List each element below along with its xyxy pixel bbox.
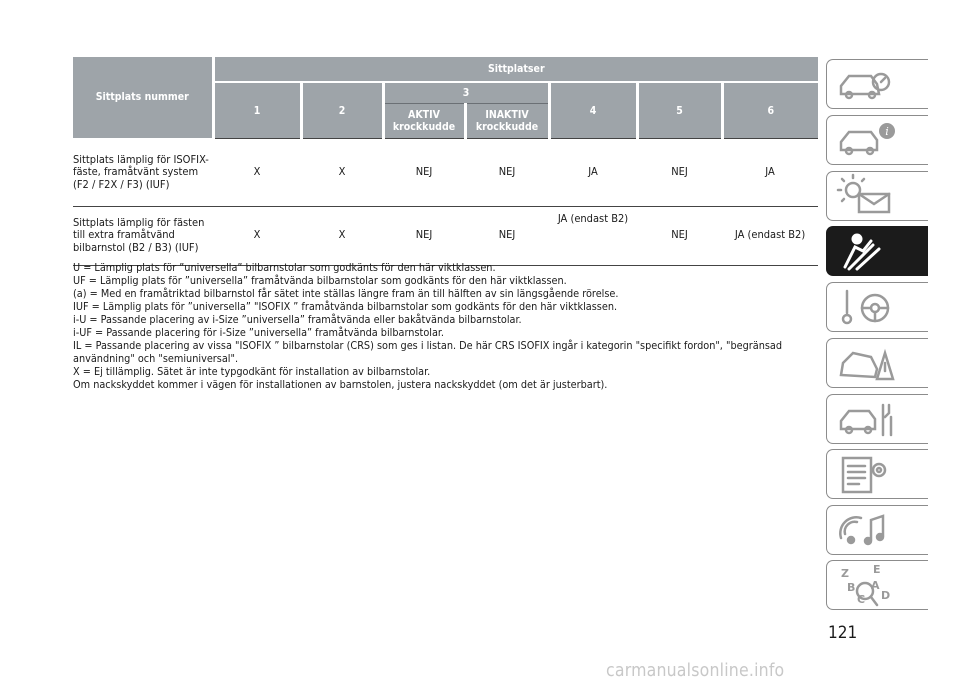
car-maintenance-tools-icon — [827, 395, 929, 445]
seat-airbag-safety-icon — [827, 227, 929, 277]
cell-seat-2: X — [301, 139, 383, 207]
table-footnotes — [73, 261, 818, 391]
chapter-tab-index[interactable] — [826, 560, 928, 610]
car-info-icon — [827, 116, 929, 166]
table-row — [73, 206, 818, 265]
chapter-tab-safety[interactable] — [826, 226, 928, 276]
row-label: Sittplats lämplig för ISOFIX-fäste, framåtvänt system (F2 / F2X / F3) (IUF) — [73, 139, 213, 207]
cell-seat-2: X — [301, 206, 383, 265]
cell-seat-3-inactive: NEJ — [465, 206, 549, 265]
svg-text:C: C — [857, 593, 866, 606]
svg-text:B: B — [847, 581, 856, 594]
cell-seat-5: NEJ — [637, 206, 722, 265]
car-emergency-icon — [827, 339, 929, 389]
svg-text:i: i — [885, 125, 889, 138]
cell-seat-6: JA — [722, 139, 818, 207]
cell-seat-1: X — [213, 139, 301, 207]
chapter-tab-multimedia[interactable] — [826, 505, 928, 555]
footnote: i-U = Passande placering av i-Size ”universella” framåtvända eller bakåtvända bilbarnstolar. — [73, 313, 522, 326]
cell-seat-3-active: NEJ — [383, 206, 465, 265]
footnote: Om nackskyddet kommer i vägen för installationen av barnstolen, justera nackskyddet (om det är justerbart). — [73, 378, 608, 391]
chapter-tab-emergency[interactable] — [826, 338, 928, 388]
alphabetical-index-icon — [827, 561, 929, 611]
seat-6-header: 6 — [722, 82, 818, 139]
watermark: carmanualsonline.info — [606, 661, 785, 681]
multimedia-music-icon — [827, 506, 929, 556]
cell-seat-4: JA — [549, 139, 637, 207]
chapter-tab-dashboard[interactable] — [826, 59, 928, 109]
footnote: IL = Passande placering av vissa "ISOFIX ” bilbarnstolar (CRS) som ges i listan. De här CRS ISOFIX ingår i kategorin "specifikt fordon", "begränsad användning" och "semiuniversal". — [73, 339, 783, 365]
footnote: X = Ej tillämplig. Sätet är inte typgodkänt för installation av bilbarnstolar. — [73, 365, 431, 378]
seat-4-header: 4 — [549, 82, 637, 139]
chapter-tab-starting[interactable] — [826, 282, 928, 332]
seat-1-header: 1 — [213, 82, 301, 139]
svg-text:A: A — [871, 579, 880, 592]
seat-3-active-airbag-header: AKTIV krockkudde — [383, 104, 465, 139]
cell-seat-6: JA (endast B2) — [722, 206, 818, 265]
chapter-tab-technical[interactable] — [826, 449, 928, 499]
cell-seat-5: NEJ — [637, 139, 722, 207]
svg-text:D: D — [881, 589, 891, 602]
footnote: U = Lämplig plats för ”universella” bilbarnstolar som godkänts för den här viktklassen. — [73, 261, 496, 274]
warning-light-message-icon — [827, 172, 929, 222]
seat-2-header: 2 — [301, 82, 383, 139]
chapter-tab-maintenance[interactable] — [826, 394, 928, 444]
seat-number-header: Sittplats nummer — [73, 57, 213, 139]
key-steering-wheel-icon — [827, 283, 929, 333]
footnote: IUF = Lämplig plats för ”universella” "ISOFIX ” framåtvända bilbarnstolar som godkänts för den här viktklassen. — [73, 300, 618, 313]
page-number: 121 — [828, 623, 858, 643]
cell-seat-1: X — [213, 206, 301, 265]
car-dashboard-icon — [827, 60, 929, 110]
child-seat-table — [73, 57, 818, 266]
chapter-tab-info[interactable] — [826, 115, 928, 165]
row-label: Sittplats lämplig för fästen till extra framåtvänd bilbarnstol (B2 / B3) (IUF) — [73, 206, 213, 265]
cell-seat-3-active: NEJ — [383, 139, 465, 207]
technical-data-gear-icon — [827, 450, 929, 500]
footnote: UF = Lämplig plats för ”universella” framåtvända bilbarnstolar som godkänts för den här viktklassen. — [73, 274, 567, 287]
svg-text:E: E — [873, 563, 881, 576]
chapter-tab-warnings[interactable] — [826, 171, 928, 221]
seat-5-header: 5 — [637, 82, 722, 139]
cell-seat-3-inactive: NEJ — [465, 139, 549, 207]
footnote: (a) = Med en framåtriktad bilbarnstol får sätet inte ställas längre fram än till hälften av sin längsgående rörelse. — [73, 287, 619, 300]
seats-group-header: Sittplatser — [213, 57, 818, 82]
seat-3-header: 3 — [383, 82, 549, 104]
table-row — [73, 139, 818, 207]
cell-seat-4: JA (endast B2) — [549, 206, 637, 265]
svg-text:Z: Z — [841, 567, 849, 580]
footnote: i-UF = Passande placering för i-Size ”universella” framåtvända bilbarnstolar. — [73, 326, 444, 339]
seat-3-inactive-airbag-header: INAKTIV krockkudde — [465, 104, 549, 139]
